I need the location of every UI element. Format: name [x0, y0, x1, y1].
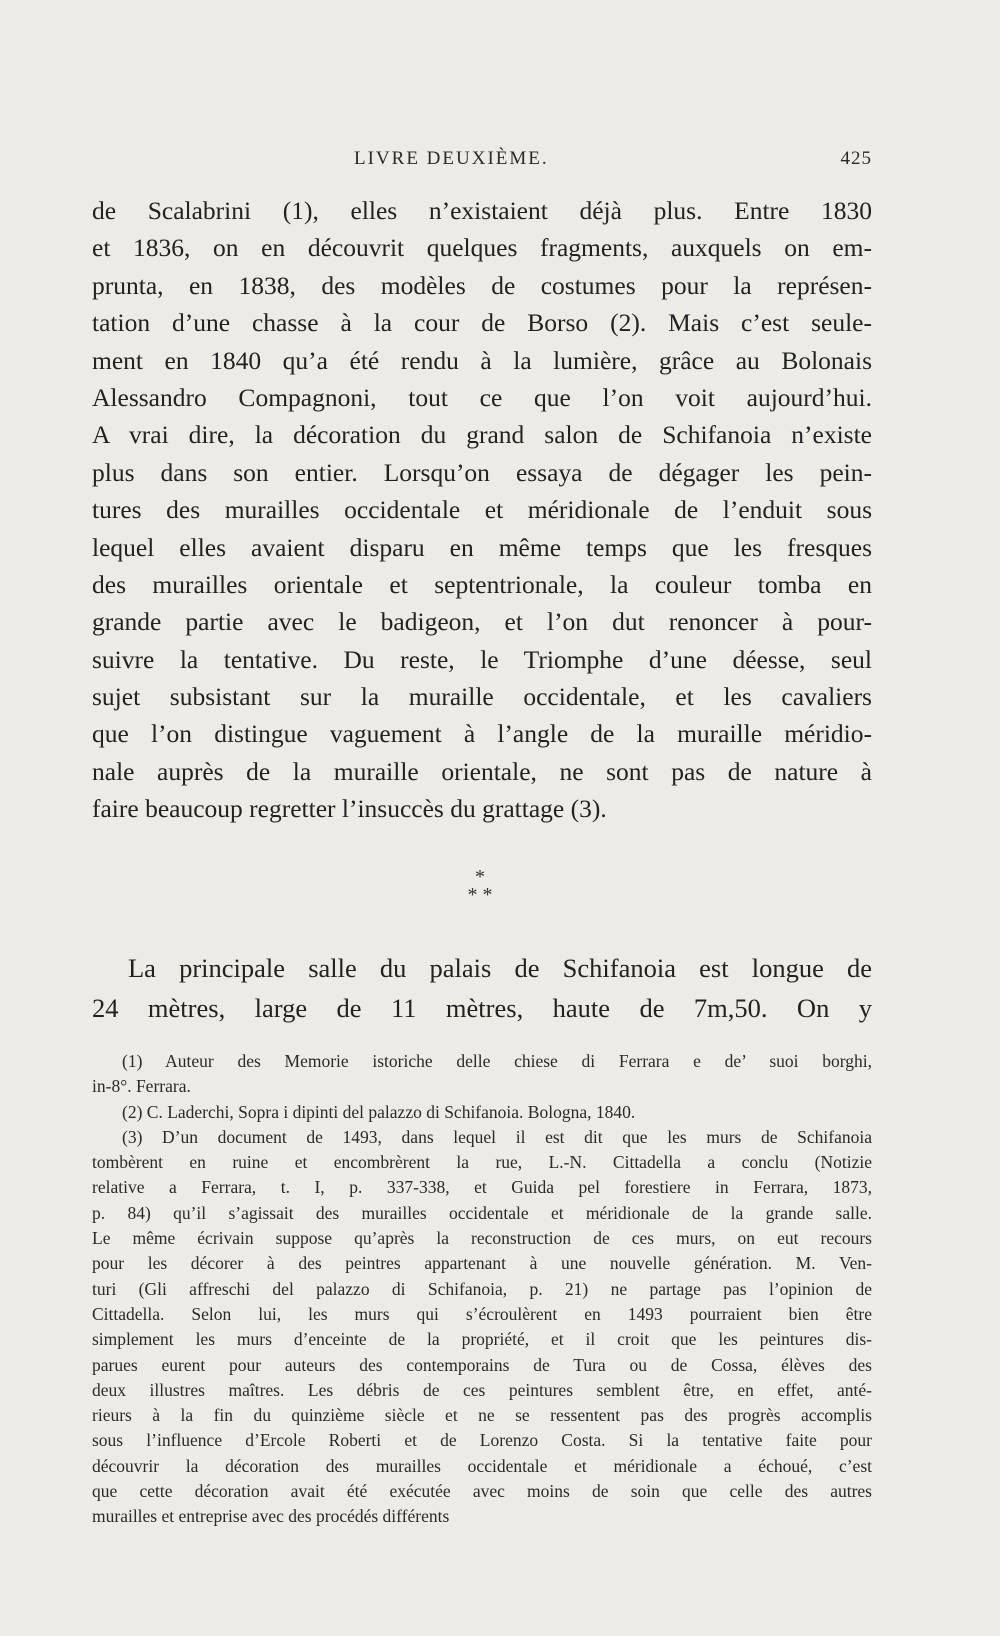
text-line: nale auprès de la muraille orientale, ne sont pas de nature à [92, 756, 872, 786]
footnote-line: pour les décorer à des peintres appartenant à une nouvelle génération. M. Ven- [92, 1253, 872, 1274]
page-number: 425 [840, 148, 872, 169]
text-line: tures des murailles occidentale et méridionale de l’enduit sous [92, 495, 872, 525]
text-line: grande partie avec le badigeon, et l’on dut renoncer à pour- [92, 607, 872, 637]
text-line: de Scalabrini (1), elles n’existaient déjà plus. Entre 1830 [92, 196, 872, 225]
footnote-line: rieurs à la fin du quinzième siècle et ne se ressentent pas des progrès accomplis [92, 1405, 872, 1426]
footnotes [92, 1049, 872, 1530]
text-line: prunta, en 1838, des modèles de costumes pour la représen- [92, 270, 872, 300]
text-line: lequel elles avaient disparu en même temps que les fresques [92, 532, 872, 562]
text-line: suivre la tentative. Du reste, le Triomphe d’une déesse, seul [92, 644, 872, 674]
footnote-line: deux illustres maîtres. Les débris de ces peintures semblent être, en effet, anté- [92, 1379, 872, 1400]
text-line: Alessandro Compagnoni, tout ce que l’on voit aujourd’hui. [92, 382, 872, 412]
text-line: La principale salle du palais de Schifanoia est longue de [128, 953, 872, 983]
text-line: faire beaucoup regretter l’insuccès du grattage (3). [92, 794, 607, 824]
text-line: que l’on distingue vaguement à l’angle de la muraille méridio- [92, 719, 872, 749]
text-line: A vrai dire, la décoration du grand salon de Schifanoia n’existe [92, 420, 872, 450]
footnote-line: (2) C. Laderchi, Sopra i dipinti del palazzo di Schifanoia. Bologna, 1840. [122, 1101, 636, 1122]
footnote-line: in-8°. Ferrara. [92, 1076, 191, 1097]
text-line: tation d’une chasse à la cour de Borso (2). Mais c’est seule- [92, 308, 872, 338]
text-line: sujet subsistant sur la muraille occidentale, et les cavaliers [92, 682, 872, 712]
section-asterism [0, 868, 960, 904]
text-line: plus dans son entier. Lorsqu’on essaya de dégager les pein- [92, 457, 872, 487]
footnote-line: découvrir la décoration des murailles occidentale et méridionale a échoué, c’est [92, 1455, 872, 1476]
asterism-bottom: * * [467, 884, 493, 906]
text-line: des murailles orientale et septentrionale, la couleur tomba en [92, 569, 872, 599]
footnote-line: relative a Ferrara, t. I, p. 337-338, et Guida pel forestiere in Ferrara, 1873, [92, 1177, 872, 1198]
footnote-line: parues eurent pour auteurs des contemporains de Tura ou de Cossa, élèves des [92, 1354, 872, 1375]
footnote-line: p. 84) qu’il s’agissait des murailles occidentale et méridionale de la grande salle. [92, 1202, 872, 1223]
asterism-top: * [475, 866, 485, 888]
text-line: 24 mètres, large de 11 mètres, haute de 7m,50. On y [92, 993, 872, 1023]
text-line: et 1836, on en découvrit quelques fragments, auxquels on em- [92, 233, 872, 263]
footnote-line: murailles et entreprise avec des procédés différents [92, 1506, 450, 1527]
footnote-line: que cette décoration avait été exécutée avec moins de soin que celle des autres [92, 1481, 872, 1502]
footnote-line: Le même écrivain suppose qu’après la reconstruction de ces murs, on eut recours [92, 1228, 872, 1249]
footnote-line: (3) D’un document de 1493, dans lequel il est dit que les murs de Schifanoia [122, 1126, 872, 1147]
footnote-line: sous l’influence d’Ercole Roberti et de Lorenzo Costa. Si la tentative faite pour [92, 1430, 872, 1451]
footnote-line: tombèrent en ruine et encombrèrent la rue, L.-N. Cittadella a conclu (Notizie [92, 1152, 872, 1173]
section-text [92, 948, 872, 1028]
page-header [92, 148, 872, 178]
footnote-line: simplement les murs d’enceinte de la propriété, et il croit que les peintures dis- [92, 1329, 872, 1350]
main-text [92, 192, 872, 828]
footnote-line: (1) Auteur des Memorie istoriche delle chiese di Ferrara e de’ suoi borghi, [122, 1051, 872, 1071]
running-title: LIVRE DEUXIÈME. [354, 148, 549, 169]
footnote-line: Cittadella. Selon lui, les murs qui s’écroulèrent en 1493 pourraient bien être [92, 1303, 872, 1324]
footnote-line: turi (Gli affreschi del palazzo di Schifanoia, p. 21) ne partage pas l’opinion de [92, 1278, 872, 1299]
text-line: ment en 1840 qu’a été rendu à la lumière, grâce au Bolonais [92, 345, 872, 375]
